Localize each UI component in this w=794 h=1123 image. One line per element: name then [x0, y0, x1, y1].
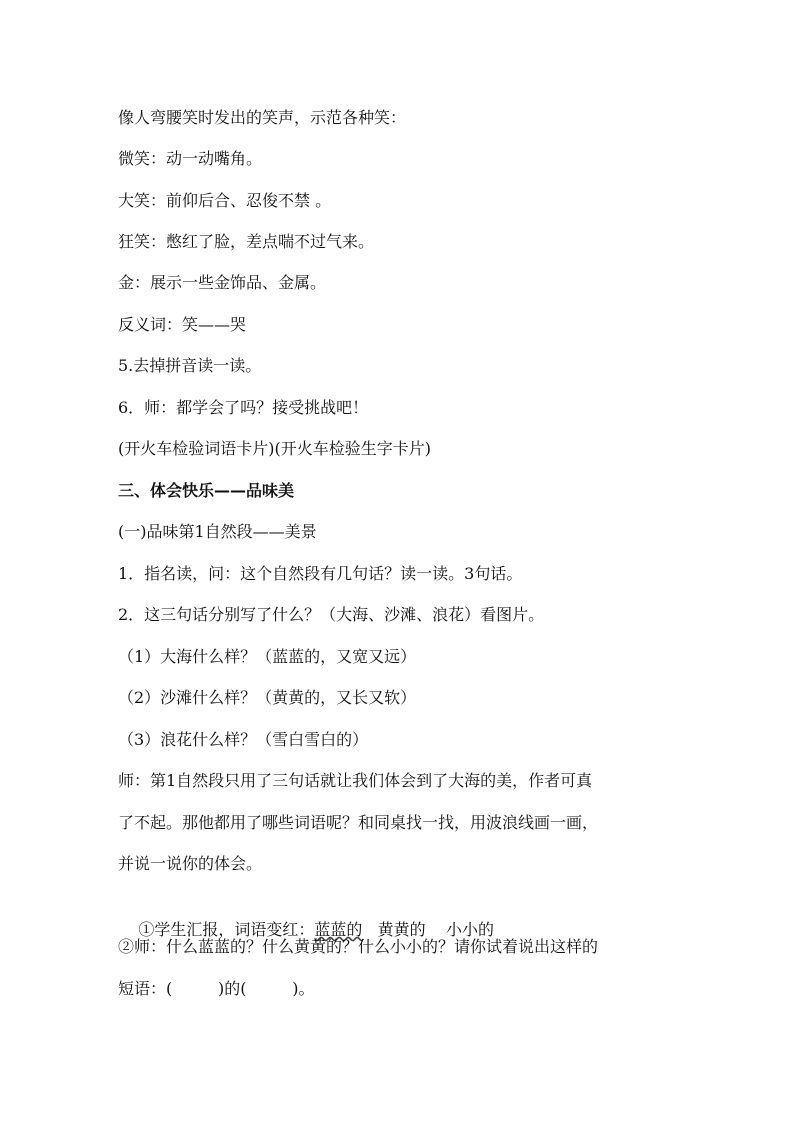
text-line: （1）大海什么样？（蓝蓝的，又宽又远） [118, 647, 417, 666]
text-line: 了不起。那他都用了哪些词语呢？和同桌找一找，用波浪线画一画， [118, 813, 599, 832]
subsection-heading: (一)品味第1自然段——美景 [118, 522, 317, 541]
report-intro: ①学生汇报，词语变红： [138, 920, 315, 939]
text-line: 并说一说你的体会。 [118, 854, 263, 873]
text-line: 狂笑：憋红了脸，差点喘不过气来。 [118, 232, 375, 251]
report-word: 小小的 [446, 920, 495, 939]
text-line: 短语：( )的( )。 [118, 979, 315, 998]
text-line: （3）浪花什么样？（雪白雪白的） [118, 730, 369, 749]
text-line: ②师：什么蓝蓝的？什么黄黄的？什么小小的？请你试着说出这样的 [118, 937, 599, 956]
text-line: 反义词：笑——哭 [118, 315, 247, 334]
text-line: 6．师：都学会了吗？接受挑战吧！ [118, 398, 369, 417]
text-line: 像人弯腰笑时发出的笑声，示范各种笑： [118, 108, 407, 127]
text-line: (开火车检验词语卡片)(开火车检验生字卡片) [118, 439, 431, 458]
text-line: （2）沙滩什么样？（黄黄的，又长又软） [118, 688, 417, 707]
text-line: 2．这三句话分别写了什么？（大海、沙滩、浪花）看图片。 [118, 605, 545, 624]
report-word: 黄黄的 [377, 920, 426, 939]
section-heading: 三、体会快乐——品味美 [118, 481, 295, 500]
text-line: 1．指名读，问：这个自然段有几句话？读一读。3句话。 [118, 564, 523, 583]
text-line: 5.去掉拼音读一读。 [118, 356, 262, 375]
text-line: 大笑：前仰后合、忍俊不禁 。 [118, 191, 332, 210]
text-line: 师：第1自然段只用了三句话就让我们体会到了大海的美，作者可真 [118, 771, 593, 790]
text-line: 金：展示一些金饰品、金属。 [118, 273, 327, 292]
text-line: 微笑：动一动嘴角。 [118, 149, 263, 168]
report-word: 蓝蓝的 [314, 920, 363, 939]
